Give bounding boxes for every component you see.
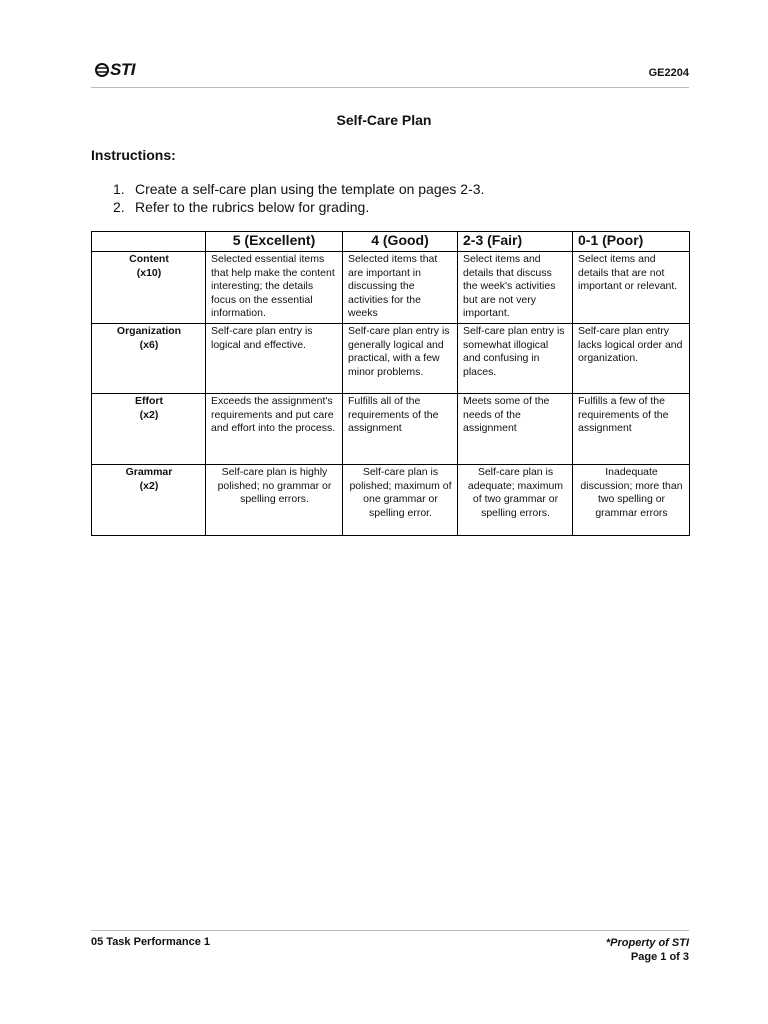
page-footer xyxy=(91,930,689,963)
criterion-weight: (x6) xyxy=(139,338,159,351)
criterion-cell xyxy=(92,323,206,393)
rubric-cell: Self-care plan entry is somewhat illogical and confusing in places. xyxy=(458,323,573,393)
rubric-cell: Fulfills a few of the requirements of the assignment xyxy=(573,393,690,464)
page-header xyxy=(91,58,689,88)
criterion-name: Effort xyxy=(135,394,163,407)
rubric-cell: Self-care plan entry is generally logical and practical, with a few minor problems. xyxy=(343,323,458,393)
column-fair: 2-3 (Fair) xyxy=(458,232,573,252)
rubric-cell: Selected items that are important in discussing the activities for the weeks xyxy=(343,252,458,324)
criterion-weight: (x2) xyxy=(139,479,159,492)
footer-task-label: 05 Task Performance 1 xyxy=(91,936,211,948)
column-poor: 0-1 (Poor) xyxy=(573,232,690,252)
footer-right xyxy=(606,936,689,964)
instructions-list xyxy=(113,180,484,216)
rubric-corner-cell xyxy=(92,232,206,252)
criterion-name: Grammar xyxy=(125,465,173,478)
instruction-step xyxy=(113,180,484,198)
criterion-cell xyxy=(92,464,206,535)
rubric-cell: Self-care plan is polished; maximum of one grammar or spelling error. xyxy=(343,464,458,535)
rubric-row-content xyxy=(92,252,690,324)
rubric-cell: Fulfills all of the requirements of the assignment xyxy=(343,393,458,464)
rubric-cell: Inadequate discussion; more than two spelling or grammar errors xyxy=(573,464,690,535)
rubric-cell: Meets some of the needs of the assignment xyxy=(458,393,573,464)
instruction-step xyxy=(113,198,484,216)
rubric-row-grammar xyxy=(92,464,690,535)
footer-page-number: Page 1 of 3 xyxy=(630,951,689,963)
grading-rubric-table xyxy=(91,231,690,536)
rubric-cell: Self-care plan entry is logical and effective. xyxy=(206,323,343,393)
logo-text: STI xyxy=(110,60,135,79)
sti-logo-icon xyxy=(95,62,109,78)
criterion-name: Content xyxy=(129,253,169,265)
criterion-name: Organization xyxy=(116,324,182,337)
rubric-cell: Self-care plan is highly polished; no grammar or spelling errors. xyxy=(206,464,343,535)
column-good: 4 (Good) xyxy=(343,232,458,252)
step-text: Refer to the rubrics below for grading. xyxy=(135,199,370,215)
rubric-cell: Self-care plan is adequate; maximum of two grammar or spelling errors. xyxy=(458,464,573,535)
page-title: Self-Care Plan xyxy=(336,112,432,128)
rubric-header-row xyxy=(92,232,690,252)
step-number: 1. xyxy=(113,181,125,197)
criterion-weight: (x10) xyxy=(136,266,162,279)
criterion-cell xyxy=(92,393,206,464)
step-text: Create a self-care plan using the template on pages 2-3. xyxy=(135,181,485,197)
rubric-cell: Selected essential items that help make the content interesting; the details focus on the essential information. xyxy=(206,252,343,324)
rubric-row-organization xyxy=(92,323,690,393)
rubric-cell: Select items and details that discuss the week's activities but are not very important. xyxy=(458,252,573,324)
rubric-cell: Select items and details that are not important or relevant. xyxy=(573,252,690,324)
rubric-cell: Self-care plan entry lacks logical order and organization. xyxy=(573,323,690,393)
column-excellent: 5 (Excellent) xyxy=(206,232,343,252)
instructions-heading: Instructions: xyxy=(91,147,176,163)
document-code: GE2204 xyxy=(648,67,689,79)
sti-logo xyxy=(95,60,135,80)
step-number: 2. xyxy=(113,199,125,215)
rubric-cell: Exceeds the assignment's requirements and put care and effort into the process. xyxy=(206,393,343,464)
criterion-cell xyxy=(92,252,206,324)
rubric-row-effort xyxy=(92,393,690,464)
footer-property: *Property of STI xyxy=(605,937,689,949)
criterion-weight: (x2) xyxy=(139,408,159,421)
